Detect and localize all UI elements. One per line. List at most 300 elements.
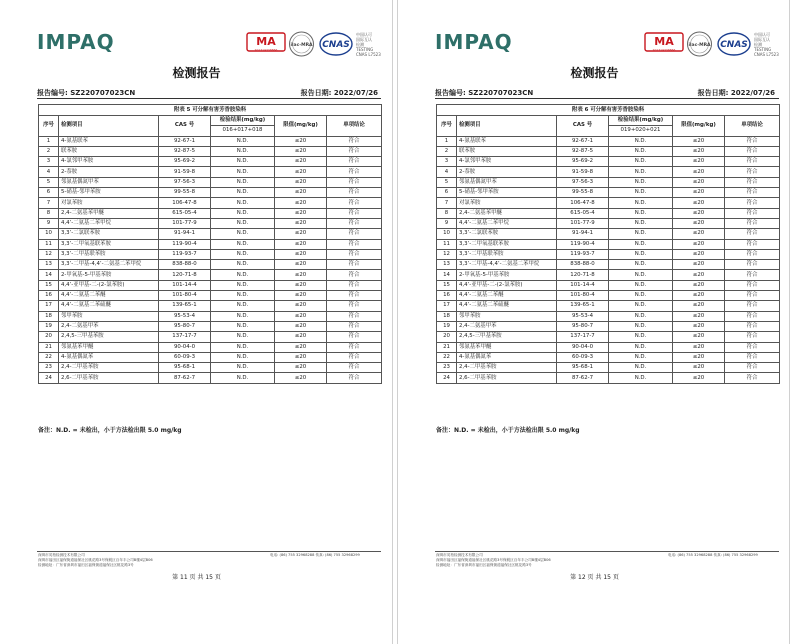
cell-judgement: 符合 [327, 311, 382, 321]
cell-limit: ≤20 [673, 291, 725, 301]
cell-result: N.D. [609, 218, 673, 228]
table-row [437, 260, 780, 270]
cell-result: N.D. [609, 249, 673, 259]
cell-cas: 60-09-3 [557, 352, 609, 362]
table-row [39, 311, 382, 321]
cell-result: N.D. [211, 291, 275, 301]
cell-limit: ≤20 [673, 198, 725, 208]
cell-no: 7 [39, 198, 59, 208]
cell-judgement: 符合 [327, 352, 382, 362]
table-row [437, 208, 780, 218]
cell-no: 16 [39, 291, 59, 301]
cnas-logo-icon [318, 31, 354, 57]
cell-cas: 101-14-4 [557, 280, 609, 290]
cell-item: 2,4,5-三甲基苯胺 [457, 332, 557, 342]
cell-result: N.D. [609, 280, 673, 290]
cell-limit: ≤20 [275, 218, 327, 228]
table-row [437, 146, 780, 156]
cell-judgement: 符合 [327, 373, 382, 383]
cell-cas: 95-80-7 [557, 321, 609, 331]
cell-no: 19 [39, 321, 59, 331]
cell-item: 5-硝基-邻甲苯胺 [457, 188, 557, 198]
cell-judgement: 符合 [725, 270, 780, 280]
col-header-result: 检验结果(mg/kg) [211, 116, 275, 126]
results-table [436, 104, 780, 384]
cell-result: N.D. [211, 342, 275, 352]
cell-result: N.D. [609, 167, 673, 177]
table-row [39, 146, 382, 156]
cell-item: 2-甲氧基-5-甲基苯胺 [457, 270, 557, 280]
cell-result: N.D. [609, 229, 673, 239]
cell-result: N.D. [211, 188, 275, 198]
cell-limit: ≤20 [275, 229, 327, 239]
cma-seal-icon [644, 32, 684, 52]
col-header-cas: CAS 号 [557, 116, 609, 137]
table-row [437, 342, 780, 352]
cell-limit: ≤20 [275, 363, 327, 373]
cell-item: 4-氨基联苯 [59, 136, 159, 146]
cell-judgement: 符合 [725, 260, 780, 270]
table-row [39, 188, 382, 198]
cell-judgement: 符合 [725, 167, 780, 177]
footer-company [38, 553, 238, 568]
cma-label: MA [654, 35, 674, 48]
cell-judgement: 符合 [725, 208, 780, 218]
cell-judgement: 符合 [725, 342, 780, 352]
col-header-judgement: 单项结论 [327, 116, 382, 137]
cell-cas: 106-47-8 [557, 198, 609, 208]
cell-limit: ≤20 [673, 270, 725, 280]
cell-no: 2 [39, 146, 59, 156]
page-number: 第 11 页 共 15 页 [172, 574, 221, 581]
cell-no: 24 [437, 373, 457, 383]
cnas-caption-line: 国际互认 [356, 37, 372, 42]
cell-cas: 95-69-2 [557, 157, 609, 167]
cell-item: 4,4’-亚甲基-二-(2-氯苯胺) [59, 280, 159, 290]
cell-item: 4,4’-二氨基二苯醚 [457, 291, 557, 301]
cell-limit: ≤20 [275, 332, 327, 342]
cell-limit: ≤20 [275, 167, 327, 177]
cell-item: 3,3’-二甲基-4,4’-二氨基二苯甲烷 [59, 260, 159, 270]
cell-limit: ≤20 [673, 188, 725, 198]
cell-no: 17 [39, 301, 59, 311]
cnas-logo-icon [716, 31, 752, 57]
footer-company [436, 553, 636, 568]
cell-item: 3,3’-二氯联苯胺 [59, 229, 159, 239]
cell-cas: 139-65-1 [159, 301, 211, 311]
footer-divider [37, 551, 381, 552]
cell-item: 对氯苯胺 [457, 198, 557, 208]
cell-judgement: 符合 [725, 136, 780, 146]
page-title: 检测报告 [172, 66, 221, 80]
cell-cas: 95-68-1 [557, 363, 609, 373]
cell-item: 4-氨基偶氮苯 [59, 352, 159, 362]
cell-no: 13 [437, 260, 457, 270]
cell-item: 4-氨基联苯 [457, 136, 557, 146]
cell-result: N.D. [609, 260, 673, 270]
cell-limit: ≤20 [673, 229, 725, 239]
cell-item: 2,4,5-三甲基苯胺 [59, 332, 159, 342]
cell-result: N.D. [609, 136, 673, 146]
cell-no: 12 [39, 249, 59, 259]
table-row [39, 260, 382, 270]
cell-limit: ≤20 [275, 311, 327, 321]
cell-limit: ≤20 [275, 136, 327, 146]
cell-cas: 91-59-8 [159, 167, 211, 177]
cell-judgement: 符合 [725, 249, 780, 259]
cell-judgement: 符合 [725, 157, 780, 167]
cell-item: 4,4’-二氨基二苯硫醚 [59, 301, 159, 311]
cell-no: 12 [437, 249, 457, 259]
cell-judgement: 符合 [725, 332, 780, 342]
cell-limit: ≤20 [275, 352, 327, 362]
cell-cas: 615-05-4 [159, 208, 211, 218]
cell-limit: ≤20 [275, 157, 327, 167]
cell-result: N.D. [211, 177, 275, 187]
cell-result: N.D. [211, 239, 275, 249]
cell-item: 联苯胺 [59, 146, 159, 156]
cell-limit: ≤20 [673, 136, 725, 146]
table-row [437, 363, 780, 373]
cell-no: 8 [39, 208, 59, 218]
report-date: 报告日期: 2022/07/26 [697, 89, 775, 97]
table-row [39, 157, 382, 167]
cell-no: 1 [437, 136, 457, 146]
cell-judgement: 符合 [327, 177, 382, 187]
cell-judgement: 符合 [327, 291, 382, 301]
cell-cas: 90-04-0 [557, 342, 609, 352]
table-row [437, 332, 780, 342]
cell-item: 2-萘胺 [457, 167, 557, 177]
ilac-mra-icon [288, 31, 315, 57]
cell-no: 3 [39, 157, 59, 167]
cell-judgement: 符合 [725, 363, 780, 373]
footer-contact: 电话: (86) 755 32968288 传真: (86) 755 32968299 [270, 553, 360, 557]
footer-company-line: 深圳市英柏检测技术有限公司 [38, 553, 85, 557]
cell-cas: 87-62-7 [159, 373, 211, 383]
table-row [39, 208, 382, 218]
cell-no: 22 [39, 352, 59, 362]
cell-judgement: 符合 [327, 332, 382, 342]
cell-limit: ≤20 [275, 188, 327, 198]
cell-no: 24 [39, 373, 59, 383]
cell-limit: ≤20 [673, 373, 725, 383]
cell-result: N.D. [609, 321, 673, 331]
cell-item: 3,3’-二甲氧基联苯胺 [59, 239, 159, 249]
footer-company-line: 深圳市福田区福保街道福保社区桃花路3号保税区百年丰公司B楼4层B06 [38, 558, 153, 562]
cell-result: N.D. [609, 188, 673, 198]
cell-limit: ≤20 [275, 270, 327, 280]
table-row [437, 136, 780, 146]
col-header-cas: CAS 号 [159, 116, 211, 137]
cell-limit: ≤20 [673, 208, 725, 218]
table-row [437, 198, 780, 208]
cell-cas: 92-67-1 [557, 136, 609, 146]
cell-judgement: 符合 [327, 239, 382, 249]
table-row [39, 363, 382, 373]
cell-judgement: 符合 [725, 373, 780, 383]
cell-limit: ≤20 [275, 280, 327, 290]
cell-no: 19 [437, 321, 457, 331]
cell-limit: ≤20 [673, 239, 725, 249]
table-row [39, 373, 382, 383]
cell-judgement: 符合 [725, 229, 780, 239]
cell-no: 18 [437, 311, 457, 321]
cell-judgement: 符合 [327, 146, 382, 156]
cell-limit: ≤20 [673, 363, 725, 373]
table-caption: 附表 5 可分解有害芳香胺染料 [39, 105, 382, 116]
cell-no: 16 [437, 291, 457, 301]
col-header-no: 序号 [39, 116, 59, 137]
table-row [39, 321, 382, 331]
company-logo: IMPAQ [435, 30, 513, 54]
cell-limit: ≤20 [673, 352, 725, 362]
footer-company-line: 检测地址：广东省深圳市福田区福保街道福保社区桃花路3号 [38, 563, 134, 567]
cnas-caption-line: 国际互认 [754, 37, 770, 42]
table-row [437, 270, 780, 280]
cell-limit: ≤20 [275, 146, 327, 156]
cell-item: 联苯胺 [457, 146, 557, 156]
cell-no: 22 [437, 352, 457, 362]
footer-company-line: 检测地址：广东省深圳市福田区福保街道福保社区桃花路3号 [436, 563, 532, 567]
table-row [39, 136, 382, 146]
table-row [437, 218, 780, 228]
cell-result: N.D. [609, 342, 673, 352]
cell-limit: ≤20 [673, 301, 725, 311]
table-row [437, 188, 780, 198]
table-row [39, 342, 382, 352]
cell-item: 3,3’-二甲基联苯胺 [59, 249, 159, 259]
cell-result: N.D. [211, 332, 275, 342]
cell-limit: ≤20 [673, 321, 725, 331]
cell-result: N.D. [211, 301, 275, 311]
cell-limit: ≤20 [673, 157, 725, 167]
cell-judgement: 符合 [327, 157, 382, 167]
ilac-label: ilac-MRA [688, 43, 711, 48]
cma-label: MA [256, 35, 276, 48]
cell-item: 邻氨基偶氮甲苯 [457, 177, 557, 187]
cell-limit: ≤20 [275, 291, 327, 301]
cell-no: 8 [437, 208, 457, 218]
cell-cas: 838-88-0 [159, 260, 211, 270]
cell-no: 2 [437, 146, 457, 156]
cell-item: 2,4-二氨基甲苯 [59, 321, 159, 331]
cell-result: N.D. [211, 198, 275, 208]
cell-judgement: 符合 [327, 363, 382, 373]
company-logo: IMPAQ [37, 30, 115, 54]
header-divider [435, 98, 779, 99]
cell-cas: 120-71-8 [557, 270, 609, 280]
table-row [437, 373, 780, 383]
cell-cas: 60-09-3 [159, 352, 211, 362]
cell-no: 6 [39, 188, 59, 198]
cell-no: 21 [39, 342, 59, 352]
report-number: 报告编号: SZ220707023CN [37, 89, 136, 97]
cell-item: 2,4-二氨基苯甲醚 [457, 208, 557, 218]
cell-cas: 101-77-9 [159, 218, 211, 228]
table-row [437, 177, 780, 187]
cell-judgement: 符合 [725, 301, 780, 311]
cell-cas: 101-80-4 [159, 291, 211, 301]
cell-cas: 90-04-0 [159, 342, 211, 352]
cell-item: 对氯苯胺 [59, 198, 159, 208]
cnas-caption-line: TESTING [754, 47, 772, 52]
cnas-caption-line: 中国认可 [356, 32, 372, 37]
report-page [0, 0, 393, 644]
cell-result: N.D. [609, 146, 673, 156]
cell-cas: 91-94-1 [557, 229, 609, 239]
col-header-sample: 016+017+018 [211, 126, 275, 136]
cell-no: 4 [437, 167, 457, 177]
cell-item: 邻氨基苯甲醚 [457, 342, 557, 352]
cnas-caption-line: TESTING [356, 47, 374, 52]
cell-cas: 101-80-4 [557, 291, 609, 301]
cell-item: 3,3’-二甲基-4,4’-二氨基二苯甲烷 [457, 260, 557, 270]
ilac-label: ilac-MRA [290, 43, 313, 48]
cell-result: N.D. [211, 249, 275, 259]
table-row [437, 352, 780, 362]
cell-no: 14 [39, 270, 59, 280]
cell-item: 3,3’-二甲基联苯胺 [457, 249, 557, 259]
table-note: 备注：N.D. = 未检出，小于方法检出限 5.0 mg/kg [436, 427, 580, 434]
cell-judgement: 符合 [725, 146, 780, 156]
cell-item: 邻甲苯胺 [59, 311, 159, 321]
cell-judgement: 符合 [327, 188, 382, 198]
cell-limit: ≤20 [275, 208, 327, 218]
cell-item: 4-氯邻甲苯胺 [457, 157, 557, 167]
cell-item: 2,4-二氨基甲苯 [457, 321, 557, 331]
cell-item: 邻氨基偶氮甲苯 [59, 177, 159, 187]
cell-item: 3,3’-二甲氧基联苯胺 [457, 239, 557, 249]
table-row [437, 239, 780, 249]
cell-result: N.D. [211, 373, 275, 383]
cell-item: 邻甲苯胺 [457, 311, 557, 321]
cell-cas: 615-05-4 [557, 208, 609, 218]
cell-limit: ≤20 [673, 260, 725, 270]
cell-cas: 91-94-1 [159, 229, 211, 239]
cell-judgement: 符合 [725, 188, 780, 198]
cell-judgement: 符合 [725, 311, 780, 321]
cell-no: 5 [437, 177, 457, 187]
cell-item: 2,4-二氨基苯甲醚 [59, 208, 159, 218]
footer-divider [435, 551, 779, 552]
cell-cas: 92-87-5 [159, 146, 211, 156]
report-page [397, 0, 790, 644]
cell-result: N.D. [211, 229, 275, 239]
cell-cas: 95-68-1 [159, 363, 211, 373]
cell-result: N.D. [609, 157, 673, 167]
cell-no: 17 [437, 301, 457, 311]
cell-no: 14 [437, 270, 457, 280]
table-row [437, 291, 780, 301]
col-header-item: 检测项目 [457, 116, 557, 137]
cell-limit: ≤20 [275, 198, 327, 208]
cell-limit: ≤20 [673, 146, 725, 156]
cell-result: N.D. [609, 177, 673, 187]
cell-limit: ≤20 [275, 321, 327, 331]
col-header-no: 序号 [437, 116, 457, 137]
cell-item: 4-氨基偶氮苯 [457, 352, 557, 362]
cell-judgement: 符合 [725, 280, 780, 290]
table-note: 备注：N.D. = 未检出，小于方法检出限 5.0 mg/kg [38, 427, 182, 434]
cell-cas: 119-90-4 [159, 239, 211, 249]
cell-judgement: 符合 [327, 136, 382, 146]
cell-cas: 119-90-4 [557, 239, 609, 249]
table-row [39, 332, 382, 342]
cell-judgement: 符合 [327, 167, 382, 177]
cell-result: N.D. [211, 218, 275, 228]
cnas-caption-line: CNAS L7523 [356, 52, 381, 57]
cell-cas: 97-56-3 [557, 177, 609, 187]
cell-limit: ≤20 [275, 301, 327, 311]
cnas-caption-line: CNAS L7523 [754, 52, 779, 57]
cell-judgement: 符合 [327, 342, 382, 352]
certification-marks [246, 30, 386, 64]
cell-result: N.D. [609, 363, 673, 373]
cell-result: N.D. [211, 167, 275, 177]
cell-item: 4,4’-二氨基二苯甲烷 [457, 218, 557, 228]
cell-result: N.D. [211, 311, 275, 321]
cell-limit: ≤20 [275, 342, 327, 352]
table-row [39, 270, 382, 280]
cell-limit: ≤20 [673, 311, 725, 321]
cell-no: 21 [437, 342, 457, 352]
cell-result: N.D. [609, 208, 673, 218]
page-number: 第 12 页 共 15 页 [570, 574, 619, 581]
table-row [39, 198, 382, 208]
cell-limit: ≤20 [673, 167, 725, 177]
cell-item: 2,4-二甲基苯胺 [59, 363, 159, 373]
table-row [437, 249, 780, 259]
cell-judgement: 符合 [725, 352, 780, 362]
cell-no: 15 [39, 280, 59, 290]
cell-no: 15 [437, 280, 457, 290]
cell-result: N.D. [211, 280, 275, 290]
report-number: 报告编号: SZ220707023CN [435, 89, 534, 97]
cell-judgement: 符合 [327, 198, 382, 208]
cell-result: N.D. [211, 270, 275, 280]
cell-item: 2,4-二甲基苯胺 [457, 363, 557, 373]
cell-item: 3,3’-二氯联苯胺 [457, 229, 557, 239]
cell-cas: 95-53-4 [557, 311, 609, 321]
cnas-caption-line: 检测 [356, 42, 364, 47]
cell-item: 5-硝基-邻甲苯胺 [59, 188, 159, 198]
cell-result: N.D. [609, 373, 673, 383]
cell-no: 1 [39, 136, 59, 146]
cell-cas: 92-67-1 [159, 136, 211, 146]
cell-cas: 95-69-2 [159, 157, 211, 167]
cell-judgement: 符合 [725, 198, 780, 208]
cell-result: N.D. [609, 270, 673, 280]
cell-result: N.D. [609, 332, 673, 342]
cell-judgement: 符合 [725, 218, 780, 228]
cell-cas: 120-71-8 [159, 270, 211, 280]
cell-item: 4,4’-二氨基二苯甲烷 [59, 218, 159, 228]
cell-cas: 95-53-4 [159, 311, 211, 321]
table-row [39, 280, 382, 290]
cell-limit: ≤20 [673, 280, 725, 290]
cnas-label: CNAS [720, 40, 748, 50]
footer-company-line: 深圳市福田区福保街道福保社区桃花路3号保税区百年丰公司B楼4层B06 [436, 558, 551, 562]
cell-item: 2-甲氧基-5-甲基苯胺 [59, 270, 159, 280]
cell-limit: ≤20 [275, 249, 327, 259]
cell-result: N.D. [211, 260, 275, 270]
ilac-mra-icon [686, 31, 713, 57]
cell-cas: 137-17-7 [557, 332, 609, 342]
footer-contact: 电话: (86) 755 32968288 传真: (86) 755 32968299 [668, 553, 758, 557]
table-row [39, 177, 382, 187]
cell-result: N.D. [609, 311, 673, 321]
